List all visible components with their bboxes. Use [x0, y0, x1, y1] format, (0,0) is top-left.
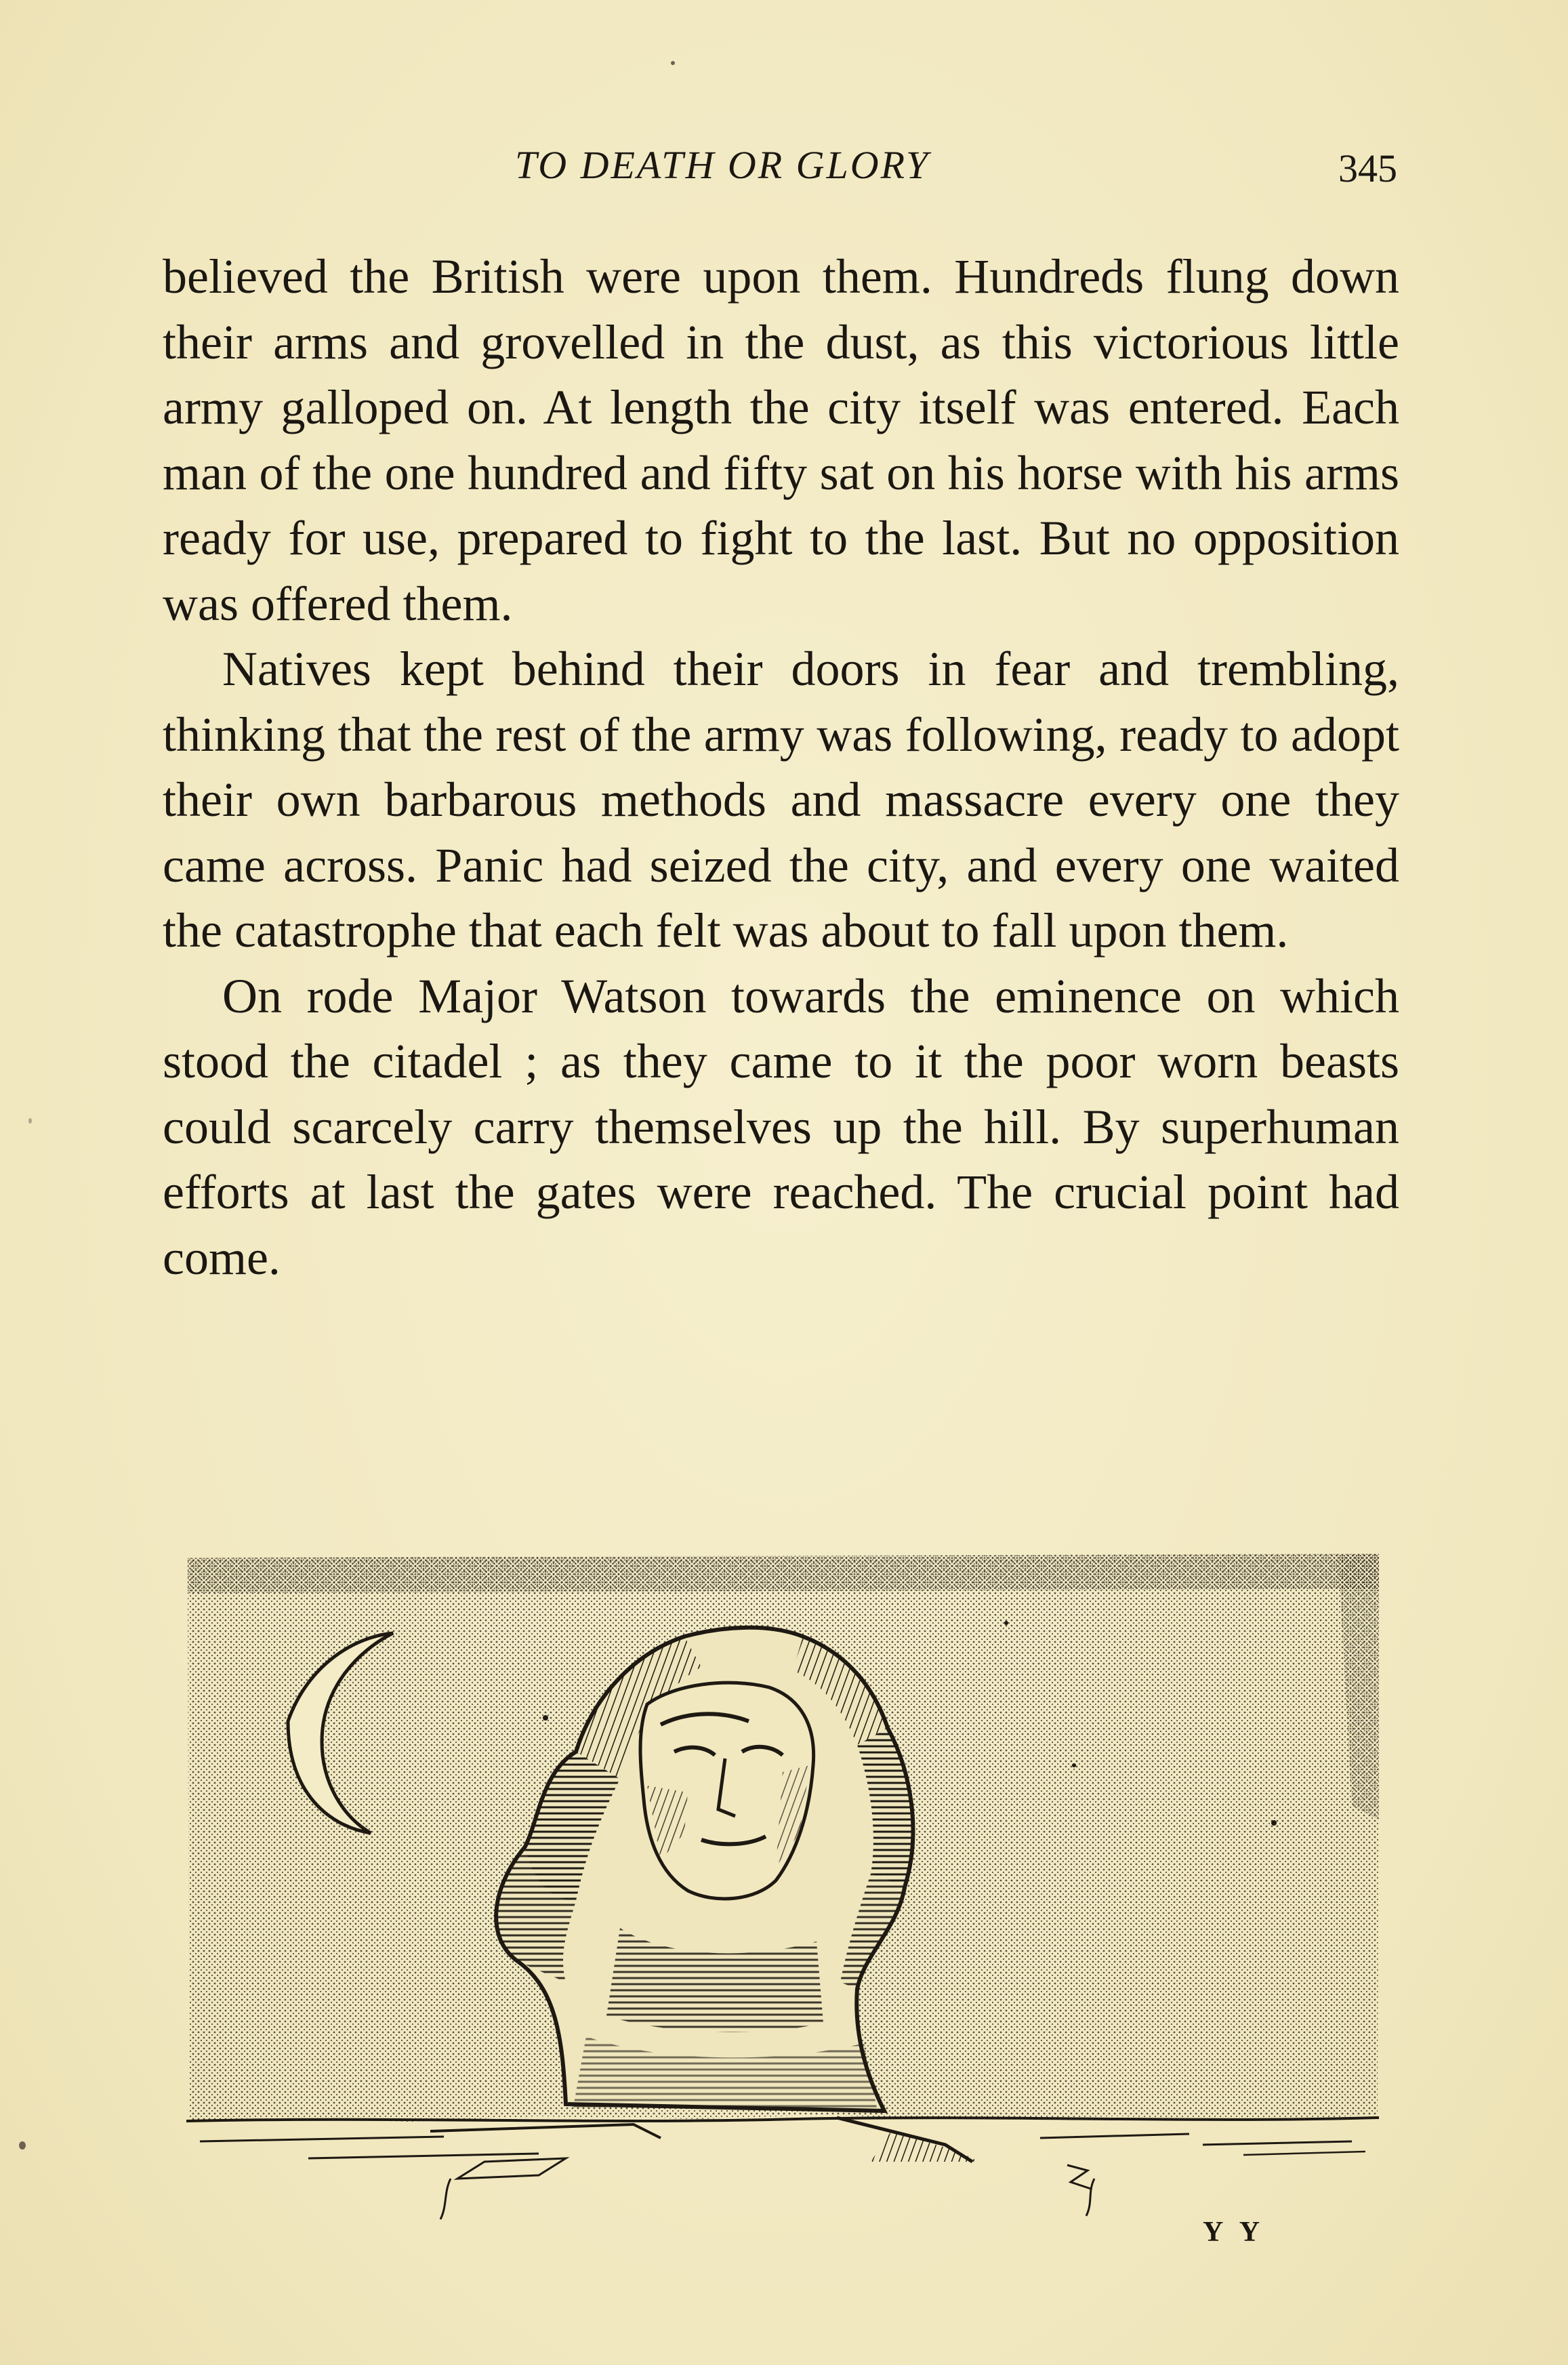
paragraph-1: believed the British were upon them. Hundreds flung down their arms and grovelled in the dust, as this victorious little army galloped on. At length the city itself was entered. Each man of the one hundred and fifty sat on his horse with his arms ready for use, prepared to fight to the last. But no opposition was offered them. [163, 249, 1399, 631]
running-title: TO DEATH OR GLORY [515, 143, 930, 187]
paper-speck [671, 61, 675, 65]
paragraph-2: Natives kept behind their doors in fear and trembling, thinking that the rest of the army was following, ready to adopt their own barbarous methods and massacre every one they came across. Panic had seized the city, and every one waited the catastrophe that each felt was about to fall upon them. [163, 642, 1399, 958]
signature-mark: Y Y [1203, 2217, 1266, 2248]
paper-speck [28, 1118, 32, 1124]
sphinx-illustration [186, 1548, 1379, 2229]
paragraph-3: On rode Major Watson towards the eminence on which stood the citadel ; as they came to it the poor worn beasts could scarcely carry themselves up the hill. By superhuman efforts at last the gates were reached. The crucial point had come. [163, 968, 1399, 1285]
paper-speck [19, 2141, 26, 2150]
page-number: 345 [1338, 146, 1397, 190]
body-text [163, 244, 1399, 1290]
